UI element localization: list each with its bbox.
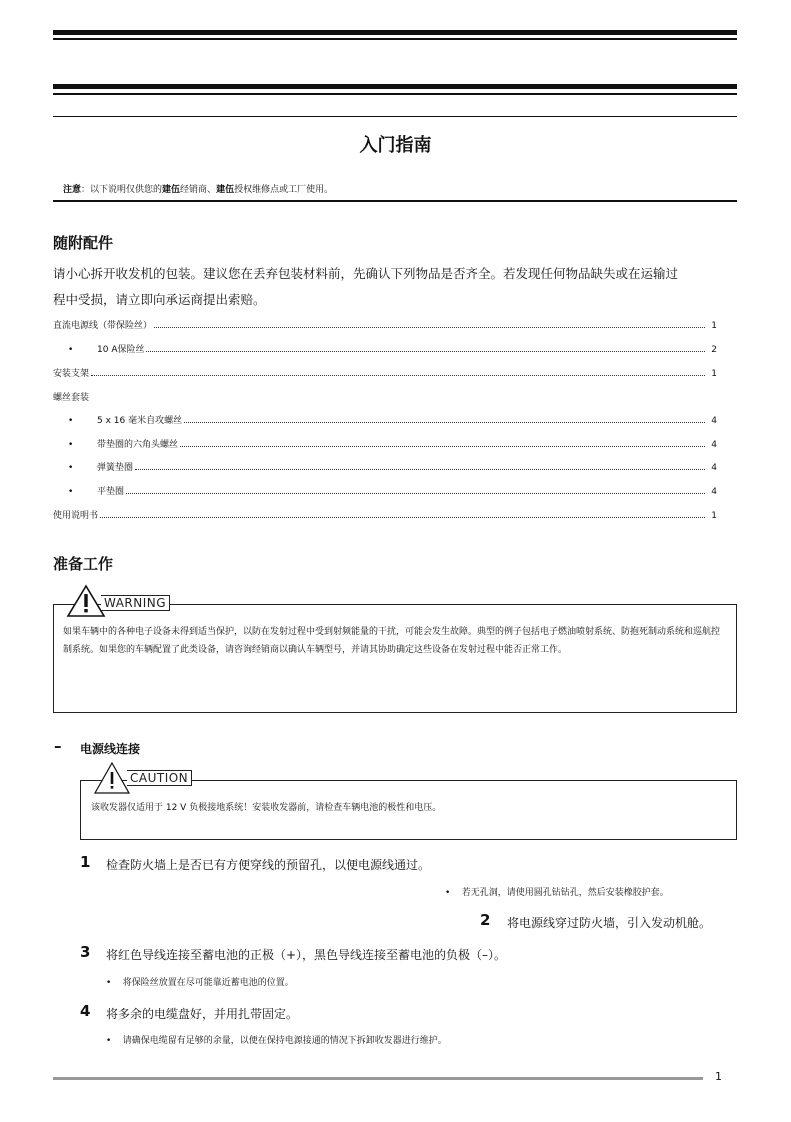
step-1-bullet: • 若无孔洞，请使用圆孔钻钻孔，然后安装橡胶护套。 (445, 888, 669, 898)
footer-rule (53, 1077, 703, 1080)
parts-list-item (53, 461, 717, 473)
parts-list-item (53, 367, 717, 379)
step-3-bullet: • 将保险丝放置在尽可能靠近蓄电池的位置。 (106, 978, 294, 988)
part-name: 平垫圈 (97, 487, 125, 497)
part-quantity: 4 (711, 463, 717, 473)
supplied-intro: 请小心拆开收发机的包装。建议您在丢弃包装材料前，先确认下列物品是否齐全。若发现任何物品缺失或在运输过 程中受损，请立即向承运商提出索赔。 (53, 266, 679, 307)
part-quantity: 1 (711, 321, 717, 331)
power-connection-heading: 电源线连接 (80, 742, 141, 756)
bullet: • (68, 416, 74, 426)
part-quantity: 4 (711, 440, 717, 450)
part-name: 10 A保险丝 (97, 345, 145, 355)
part-name: 直流电源线（带保险丝） (53, 321, 153, 331)
section-dash: – (54, 737, 62, 755)
part-name: 使用说明书 (53, 511, 99, 521)
bullet: • (68, 440, 74, 450)
part-name: 安装支架 (53, 369, 90, 379)
parts-list-item (53, 343, 717, 355)
step-4-bullet: • 请确保电缆留有足够的余量，以便在保持电源接通的情况下拆卸收发器进行维护。 (106, 1036, 447, 1046)
page-number: 1 (715, 1070, 722, 1083)
dot-leader (91, 374, 705, 376)
part-quantity: 1 (711, 511, 717, 521)
parts-list-item (53, 509, 717, 521)
dot-leader (135, 468, 705, 470)
part-quantity: 4 (711, 416, 717, 426)
part-name: 5 x 16 毫米自攻螺丝 (97, 416, 183, 426)
warning-box (53, 604, 737, 713)
supplied-accessories-heading: 随附配件 (53, 234, 114, 252)
top-rule-thick (53, 30, 737, 35)
bullet: • (68, 463, 74, 473)
part-name: 螺丝套装 (53, 393, 90, 403)
caution-label: CAUTION (127, 770, 192, 786)
dot-leader (126, 492, 705, 494)
step-2-number: 2 (480, 911, 491, 929)
top-rule-thin (53, 38, 737, 40)
step-4-text: 将多余的电缆盘好，并用扎带固定。 (106, 1007, 299, 1021)
second-rule-thick (53, 84, 737, 89)
part-quantity: 4 (711, 487, 717, 497)
warning-label: WARNING (101, 595, 170, 611)
note-bottom-rule (53, 200, 737, 202)
parts-list-item (53, 485, 717, 497)
caution-text: 该收发器仅适用于 12 V 负极接地系统！安装收发器前，请检查车辆电池的极性和电压。 (91, 803, 442, 813)
bullet: • (68, 345, 74, 355)
part-name: 弹簧垫圈 (97, 463, 134, 473)
part-name: 带垫圈的六角头螺丝 (97, 440, 179, 450)
step-2-text: 将电源线穿过防火墙，引入发动机舱。 (507, 916, 712, 930)
caution-triangle-icon (93, 761, 131, 795)
step-1-text: 检查防火墙上是否已有方便穿线的预留孔，以便电源线通过。 (106, 858, 431, 872)
warning-text: 如果车辆中的各种电子设备未得到适当保护，以防在发射过程中受到射频能量的干扰，可能会发生故障。典型的例子包括电子燃油喷射系统、防抱死制动系统和巡航控制系统。如果您的车辆配置了此类设备，请咨询经销商以确认车辆型号，并请其协助确定这些设备在发射过程中能否正常工作。 (63, 627, 721, 655)
step-3-number: 3 (80, 943, 91, 961)
service-note: 注意：以下说明仅供您的建伍经销商、建伍授权维修点或工厂使用。 (63, 185, 334, 195)
parts-list-item (53, 414, 717, 426)
bullet: • (68, 487, 74, 497)
parts-list-item (53, 438, 717, 450)
parts-list-item (53, 391, 717, 403)
page-title: 入门指南 (359, 135, 432, 156)
title-top-rule (53, 116, 737, 117)
parts-list-item (53, 319, 717, 331)
dot-leader (154, 326, 705, 328)
warning-triangle-icon (66, 584, 106, 618)
step-3-text: 将红色导线连接至蓄电池的正极（+），黑色导线连接至蓄电池的负极（–）。 (106, 948, 507, 962)
part-quantity: 1 (711, 369, 717, 379)
part-quantity: 2 (711, 345, 717, 355)
dot-leader (146, 350, 705, 352)
caution-box (80, 780, 737, 840)
second-rule-thin (53, 93, 737, 95)
dot-leader (184, 421, 705, 423)
dot-leader (100, 516, 705, 518)
step-4-number: 4 (80, 1002, 91, 1020)
step-1-number: 1 (80, 853, 91, 871)
preparation-heading: 准备工作 (53, 555, 114, 573)
dot-leader (180, 445, 705, 447)
